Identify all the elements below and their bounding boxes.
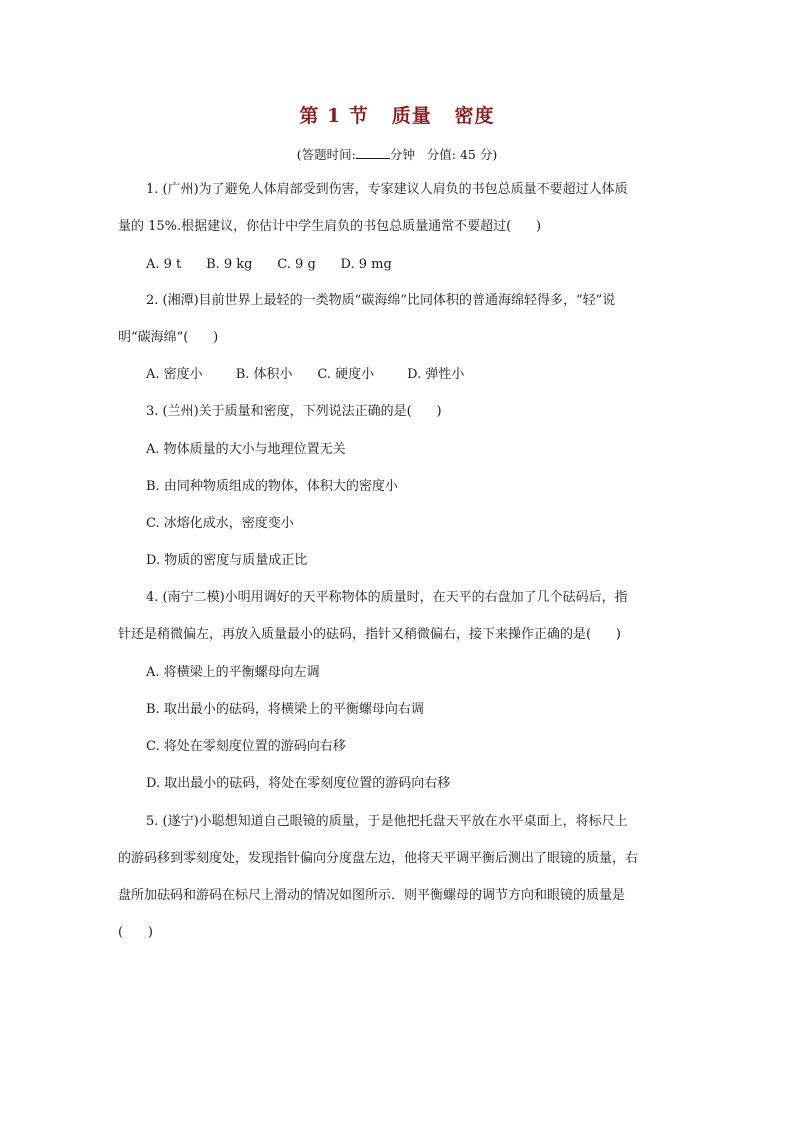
question-5-line-1: 5. (遂宁)小聪想知道自己眼镜的质量，于是他把托盘天平放在水平桌面上，将标尺上 (146, 814, 628, 829)
question-3-option-c: C. 冰熔化成水，密度变小 (146, 516, 294, 531)
question-4-option-a: A. 将横梁上的平衡螺母向左调 (146, 665, 320, 680)
question-5-line-3: 盘所加砝码和游码在标尺上滑动的情况如图所示．则平衡螺母的调节方向和眼镜的质量是 (118, 888, 626, 903)
question-3-option-d: D. 物质的密度与质量成正比 (146, 553, 308, 568)
question-1-line-2: 量的 15%.根据建议，你估计中学生肩负的书包总质量通常不要超过( ) (118, 219, 542, 234)
question-5-line-4: ( ) (118, 925, 153, 940)
answer-time-blank (356, 147, 390, 159)
question-2-line-1: 2. (湘潭)目前世界上最轻的一类物质“碳海绵”比同体积的普通海绵轻得多，“轻”说 (146, 293, 616, 308)
question-1-line-1: 1. (广州)为了避免人体肩部受到伤害，专家建议人肩负的书包总质量不要超过人体质 (146, 182, 628, 197)
page-title: 第 1 节 质量 密度 (299, 105, 495, 127)
question-4-line-1: 4. (南宁二模)小明用调好的天平称物体的质量时，在天平的右盘加了几个砝码后，指 (146, 590, 628, 605)
question-2-options: A. 密度小 B. 体积小 C. 硬度小 D. 弹性小 (146, 367, 465, 382)
question-3-option-b: B. 由同种物质组成的物体，体积大的密度小 (146, 479, 398, 494)
question-3-line-1: 3. (兰州)关于质量和密度，下列说法正确的是( ) (146, 404, 442, 419)
question-4-option-d: D. 取出最小的砝码，将处在零刻度位置的游码向右移 (146, 776, 451, 791)
answer-time-suffix: 分钟 分值: 45 分) (389, 147, 498, 162)
answer-time-note (0, 145, 794, 163)
question-5-line-2: 的游码移到零刻度处，发现指针偏向分度盘左边，他将天平调平衡后测出了眼镜的质量，右 (118, 851, 639, 866)
question-2-line-2: 明“碳海绵”( ) (118, 330, 219, 345)
question-4-line-2: 针还是稍微偏左，再放入质量最小的砝码，指针又稍微偏右，接下来操作正确的是( ) (118, 627, 621, 642)
question-4-option-c: C. 将处在零刻度位置的游码向右移 (146, 739, 346, 754)
question-4-option-b: B. 取出最小的砝码，将横梁上的平衡螺母向右调 (146, 702, 424, 717)
question-1-options: A. 9 t B. 9 kg C. 9 g D. 9 mg (146, 257, 392, 272)
answer-time-prefix: (答题时间: (296, 147, 356, 162)
question-3-option-a: A. 物体质量的大小与地理位置无关 (146, 442, 346, 457)
